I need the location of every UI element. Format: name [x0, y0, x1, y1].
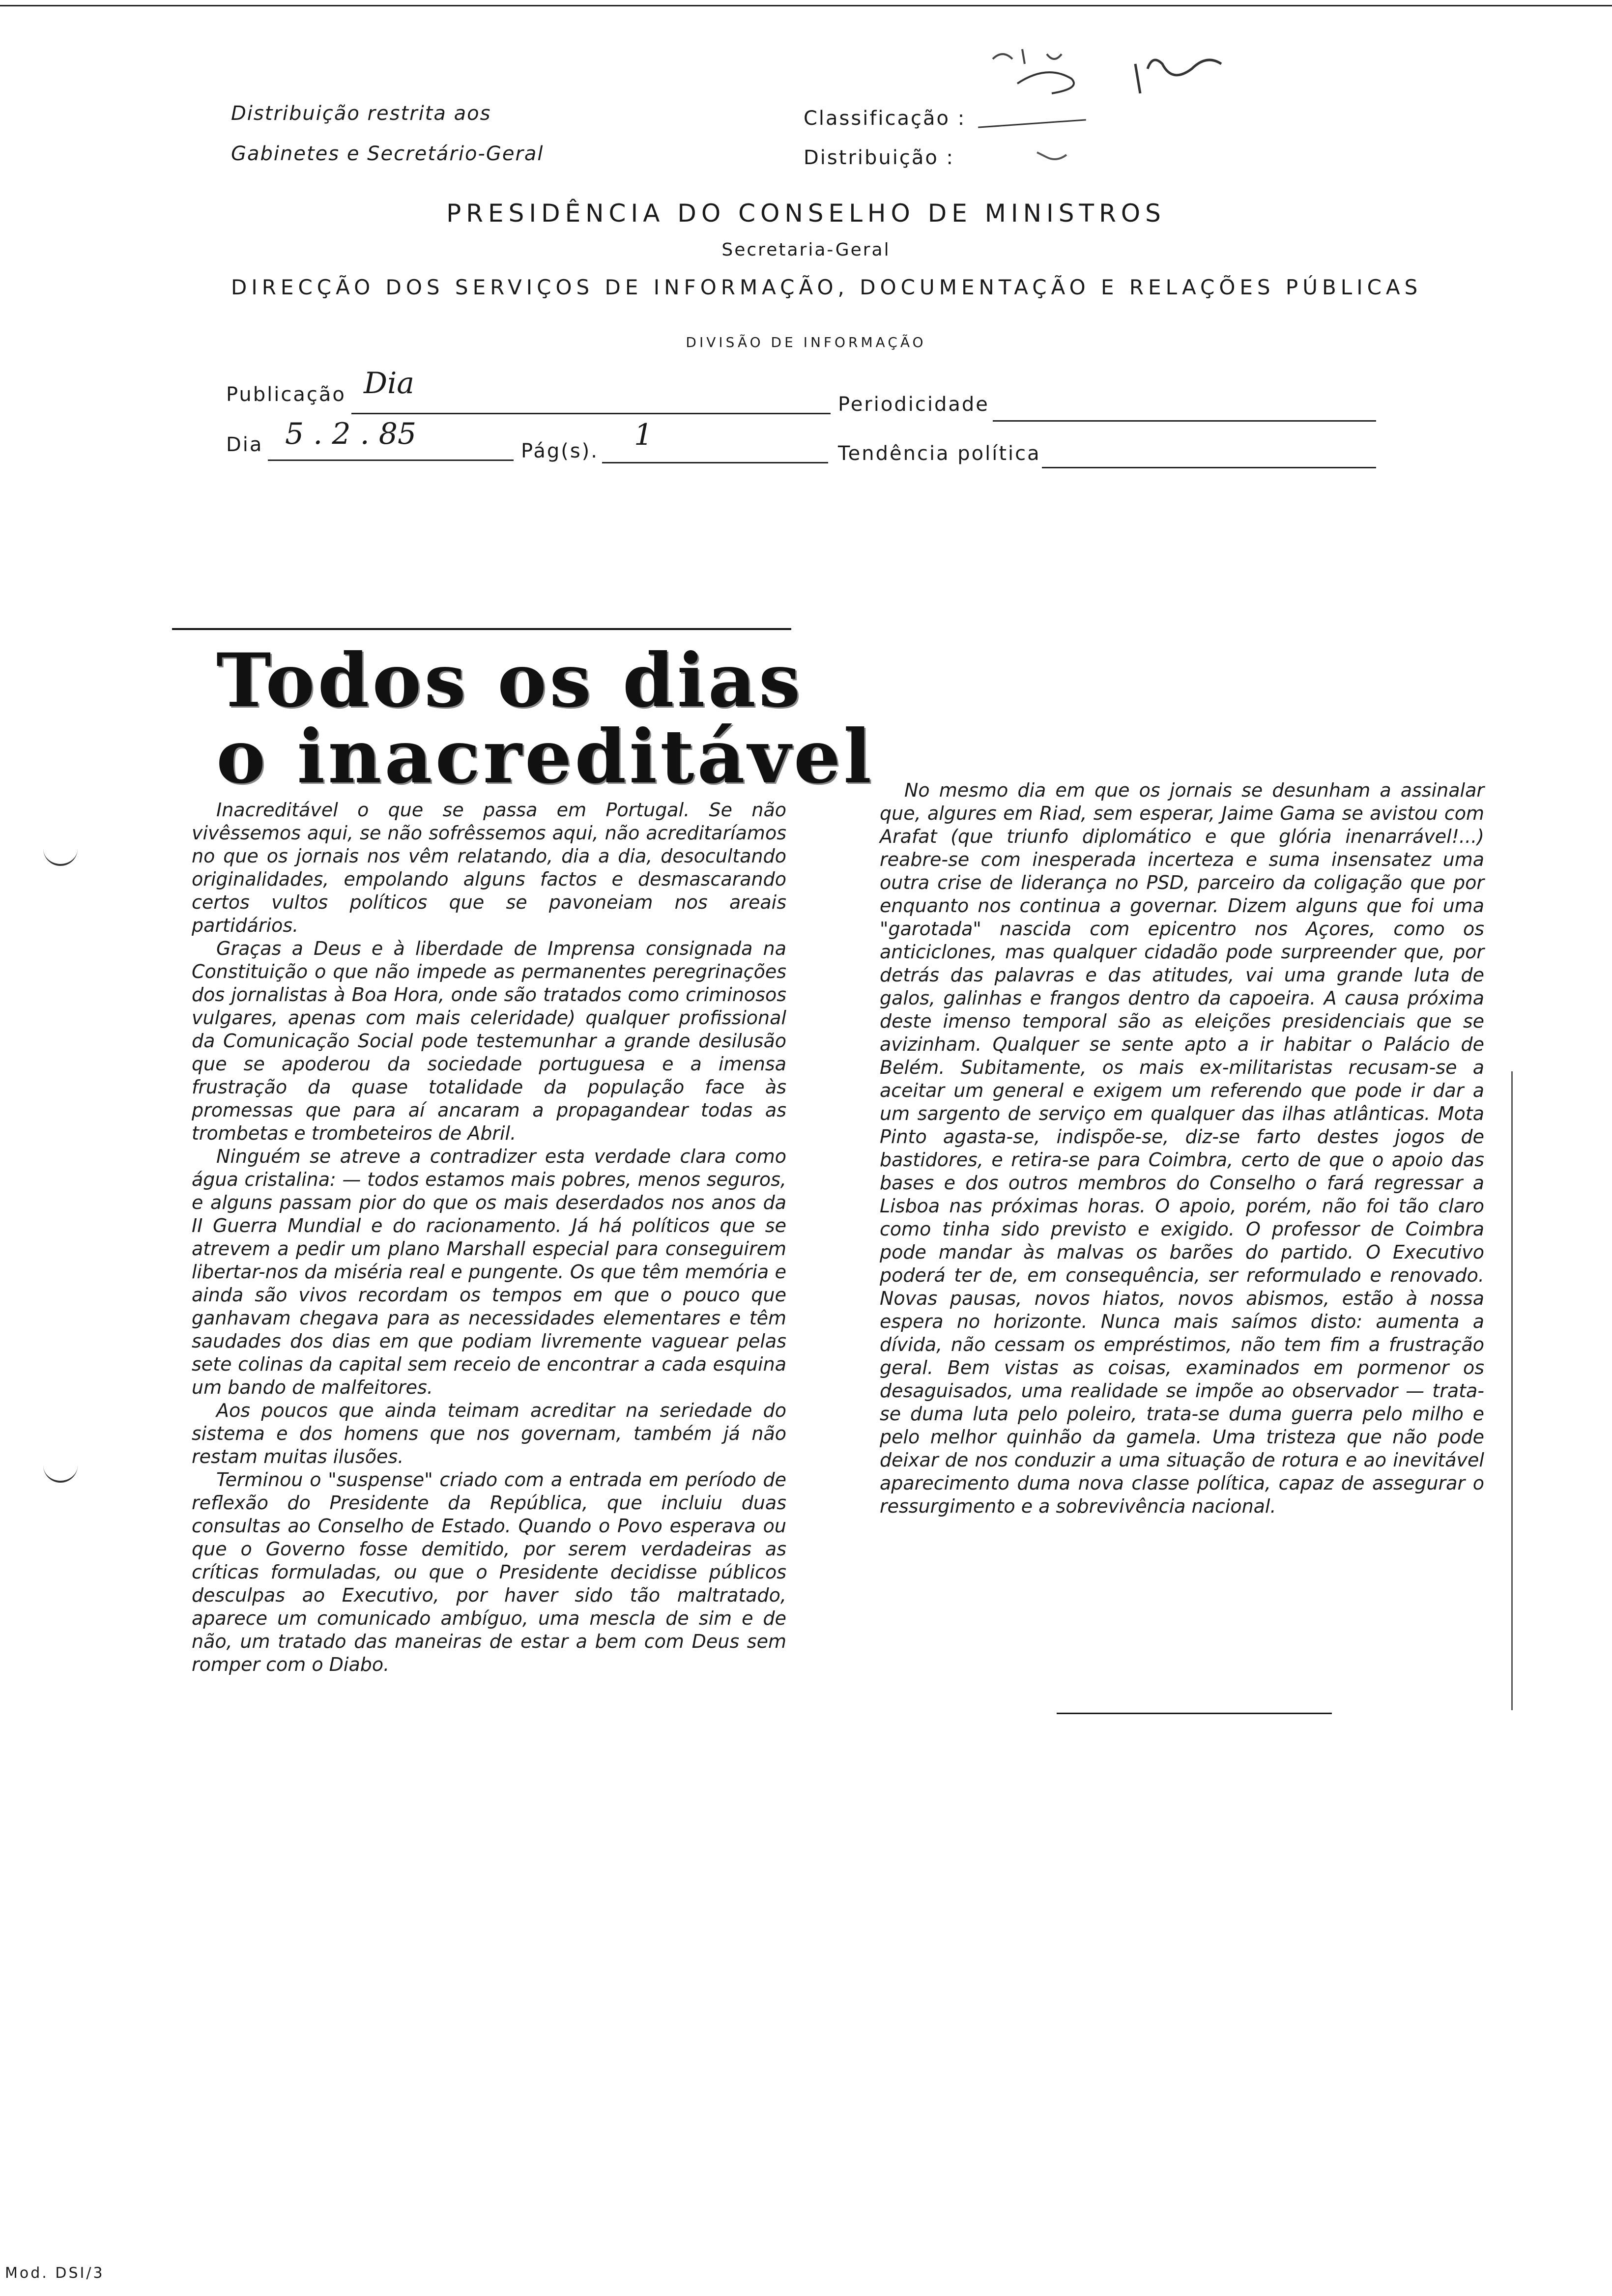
dia-value: 5 . 2 . 85: [285, 417, 417, 451]
periodicidade-line: [993, 420, 1376, 422]
margin-mark: [43, 1462, 78, 1483]
pags-label: Pág(s).: [521, 440, 599, 462]
margin-mark: [43, 845, 78, 866]
page-title: PRESIDÊNCIA DO CONSELHO DE MINISTROS: [446, 199, 1166, 228]
dia-label: Dia: [226, 433, 263, 456]
publicacao-label: Publicação: [226, 383, 346, 406]
secretaria-label: Secretaria-Geral: [721, 240, 891, 260]
clipping-edge-line: [1511, 1071, 1513, 1710]
article-column-1: [192, 799, 786, 1676]
direccao-label: DIRECÇÃO DOS SERVIÇOS DE INFORMAÇÃO, DOCUMENTAÇÃO E RELAÇÕES PÚBLICAS: [231, 275, 1422, 299]
publicacao-line: [351, 413, 831, 414]
restricted-line-1: Distribuição restrita aos: [231, 102, 491, 125]
restricted-line-2: Gabinetes e Secretário-Geral: [231, 143, 544, 165]
divisao-label: DIVISÃO DE INFORMAÇÃO: [686, 334, 926, 350]
form-model-code: Mod. DSI/3: [5, 2265, 105, 2282]
dia-line: [268, 459, 514, 461]
col1-paragraph: Inacreditável o que se passa em Portugal. Se não vivêssemos aqui, se não sofrêssemos aqui, não acreditaríamos no que os jornais nos vêm relatando, dia a dia, desocultando originalidades, empolando alguns factos e desmascarando certos vultos políticos que se pavoneiam nos areais partidários.: [192, 799, 786, 936]
tendencia-line: [1042, 467, 1376, 468]
col1-paragraph: Graças a Deus e à liberdade de Imprensa consignada na Constituição o que não impede as permanentes peregrinações dos jornalistas à Boa Hora, onde são tratados como criminosos vulgares, apenas com mais celeridade) qualquer profissional da Comunicação Social pode testemunhar a grande desilusão que se apoderou da sociedade portuguesa e a imensa frustração da quase totalidade da população face às promessas que para aí ancaram a propagandear todas as trombetas e trombeteiros de Abril.: [192, 938, 786, 1144]
article-column-2: [880, 779, 1484, 1518]
pags-line: [602, 462, 828, 463]
classificacao-label: Classificação :: [804, 107, 966, 130]
col2-paragraph: No mesmo dia em que os jornais se desunham a assinalar que, algures em Riad, sem esperar, Jaime Gama se avistou com Arafat (que triunfo diplomático e que glória inenarrável!...) reabre-se com inesperada incerteza e suma insensatez uma outra crise de liderança no PSD, parceiro da coligação que por enquanto nos continua a governar. Dizem alguns que foi uma "garotada" nascida com epicentro nos Açores, como os anticiclones, mas qualquer cidadão pode surpreender que, por detrás das palavras e das atitudes, vai uma grande luta de galos, galinhas e frangos dentro da capoeira. A causa próxima deste imenso temporal são as eleições presidenciais que se avizinham. Qualquer se sente apto a ir habitar o Palácio de Belém. Subitamente, os mais ex-militaristas recusam-se a aceitar um general e exigem um referendo que pode ir dar a um sargento de serviço em qualquer das ilhas atlânticas. Mota Pinto agasta-se, indispõe-se, diz-se farto destes jogos de bastidores, e retira-se para Coimbra, certo de que o apoio das bases e dos outros membros do Conselho o fará regressar a Lisboa nas próximas horas. O apoio, porém, não foi tão claro como tinha sido previsto e exigido. O professor de Coimbra pode mandar às malvas os barões do partido. O Executivo poderá ter de, em consequência, ser reformulado e renovado. Novas pausas, novos hiatos, novos abismos, estão à nossa espera no horizonte. Nunca mais saímos disto: aumenta a dívida, não cessam os empréstimos, não tem fim a frustração geral. Bem vistas as coisas, examinados em pormenor os desaguisados, uma realidade se impõe ao observador — trata-se duma luta pelo poleiro, trata-se duma guerra pelo milho e pelo melhor quinhão da gamela. Uma tristeza que não pode deixar de nos conduzir a uma situação de rotura e ao inevitável aparecimento duma nova classe política, capaz de assegurar o ressurgimento e a sobrevivência nacional.: [880, 779, 1484, 1517]
article-top-rule: [172, 628, 791, 630]
article-headline-line-2: o inacreditável: [216, 714, 875, 800]
article-headline-line-1: Todos os dias: [216, 637, 804, 724]
top-border-line: [0, 5, 1612, 6]
col1-paragraph: Aos poucos que ainda teimam acreditar na seriedade do sistema e dos homens que nos governam, também já não restam muitas ilusões.: [192, 1400, 786, 1467]
col1-paragraph: Terminou o "suspense" criado com a entrada em período de reflexão do Presidente da República, que incluiu duas consultas ao Conselho de Estado. Quando o Povo esperava ou que o Governo fosse demitido, por serem verdadeiras as críticas formuladas, ou que o Presidente decidisse públicos desculpas ao Executivo, por haver sido tão maltratado, aparece um comunicado ambíguo, uma mescla de sim e de não, um tratado das maneiras de estar a bem com Deus sem romper com o Diabo.: [192, 1469, 786, 1675]
publicacao-value: Dia: [364, 366, 415, 401]
pags-value: 1: [634, 418, 653, 452]
article-bottom-rule: [1057, 1713, 1332, 1714]
handwritten-signature: [978, 29, 1253, 177]
col1-paragraph: Ninguém se atreve a contradizer esta verdade clara como água cristalina: — todos estamos mais pobres, menos seguros, e alguns passam pior do que os mais deserdados nos anos da II Guerra Mundial e do racionamento. Já há políticos que se atrevem a pedir um plano Marshall especial para conseguirem libertar-nos da miséria real e pungente. Os que têm memória e ainda são vivos recordam os tempos em que o pouco que ganhavam chegava para as necessidades elementares e têm saudades dos dias em que podiam livremente vaguear pelas sete colinas da capital sem receio de encontrar a cada esquina um bando de malfeitores.: [192, 1146, 786, 1398]
tendencia-label: Tendência política: [838, 442, 1041, 465]
distribuicao-label: Distribuição :: [804, 146, 955, 169]
periodicidade-label: Periodicidade: [838, 393, 989, 416]
